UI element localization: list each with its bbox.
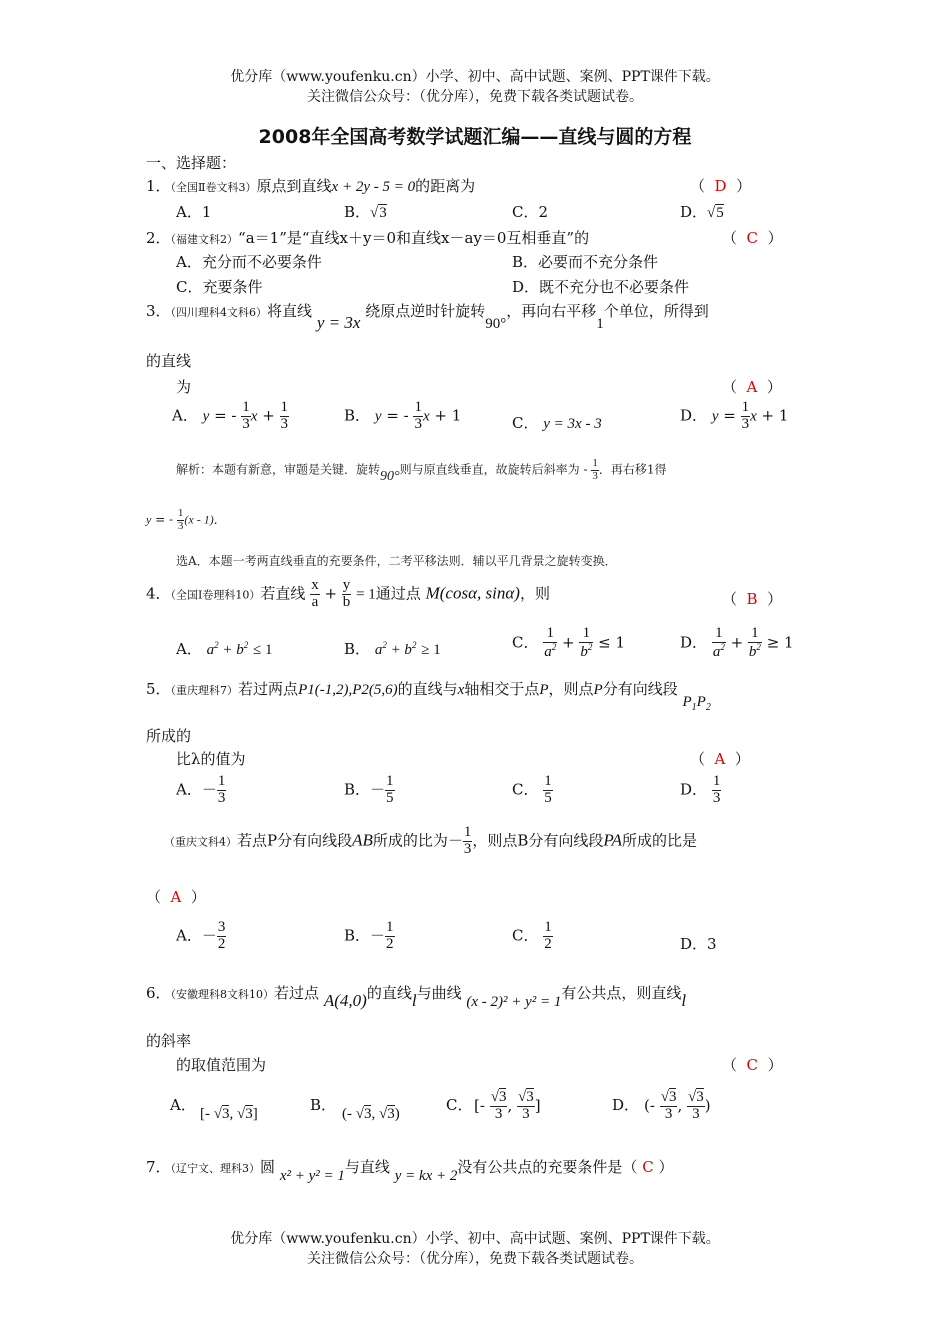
header-line-1: 优分库（www.youfenku.cn）小学、初中、高中试题、案例、PPT课件下载。: [230, 69, 720, 85]
q3-option-d: D． y = $\frac{1}{3}$ x + 1: [680, 399, 789, 432]
q3-option-a: A． y = - $\frac{1}{3}$ x + $\frac{1}{3}$: [172, 399, 289, 432]
question-5: 5．（重庆理科7）若过两点P1(-1,2),P2(5,6)的直线与x轴相交于点P，则点P分有向线段 $P_1P_2$: [146, 680, 711, 713]
q4-option-c: C． $\frac{1}{a^2}$ + $\frac{1}{b^2}$ ≤ 1: [512, 625, 626, 660]
question-7: 7．（辽宁文、理科3）圆 x² + y² = 1与直线 y = kx + 2没有公共点的充要条件是（ C ）: [146, 1158, 674, 1184]
answer-3: （ A ）: [722, 378, 782, 396]
question-1: 1．（全国Ⅱ卷文科3）原点到直线x + 2y - 5 = 0的距离为: [146, 177, 476, 195]
q5b-option-b: B．－ $\frac{1}{2}$: [344, 919, 394, 952]
question-3: 3．（四川理科4文科6）将直线 y = 3x 绕原点逆时针旋转90°，再向右平移1个单位，所得到: [146, 302, 709, 332]
q2-option-a: A．充分而不必要条件: [176, 253, 322, 271]
q5b-option-c: C． $\frac{1}{2}$: [512, 919, 552, 952]
q5b-option-d: D．3: [680, 935, 717, 953]
q5-continued-2: 比λ的值为: [176, 750, 246, 768]
q5-option-b: B．－ $\frac{1}{5}$: [344, 773, 394, 806]
q1-option-d: D．√5: [680, 203, 724, 221]
q1-option-b: B．√3: [344, 203, 387, 221]
q2-option-d: D．既不充分也不必要条件: [512, 278, 690, 296]
q6-option-d-interval: (- $\frac{√3}{3}$ , $\frac{√3}{3}$ ): [644, 1089, 711, 1122]
q5-continued: 所成的: [146, 727, 192, 745]
q3-option-c: C． y = 3x - 3: [512, 414, 602, 432]
answer-2: （ C ）: [722, 229, 783, 247]
answer-4: （ B ）: [722, 590, 783, 608]
question-2: 2．（福建文科2）“a＝1”是“直线x＋y＝0和直线x－ay＝0互相垂直”的: [146, 229, 590, 247]
q1-option-a: A．1: [176, 203, 212, 221]
q5-option-d: D． $\frac{1}{3}$: [680, 773, 721, 806]
question-6: 6．（安徽理科8文科10）若过点 A(4,0)的直线l与曲线 (x - 2)² + y² = 1有公共点，则直线l: [146, 984, 687, 1010]
q3-solution-3: 选A．本题一考两直线垂直的充要条件，二考平移法则．辅以平几背景之旋转变换．: [176, 554, 617, 568]
q6-option-d: D．: [612, 1096, 640, 1114]
footer-line-1: 优分库（www.youfenku.cn）小学、初中、高中试题、案例、PPT课件下载。: [230, 1231, 720, 1247]
q4-option-d: D． $\frac{1}{a^2}$ + $\frac{1}{b^2}$ ≥ 1: [680, 625, 794, 660]
q3-continued: 的直线: [146, 352, 192, 370]
q6-continued: 的斜率: [146, 1032, 192, 1050]
q5-chongqing-wen: （重庆文科4）若点P分有向线段AB所成的比为－ $\frac{1}{3}$ ，则点B分有向线段PA所成的比是: [164, 824, 698, 857]
q6-continued-2: 的取值范围为: [176, 1056, 267, 1074]
q6-option-c: C．: [446, 1096, 473, 1114]
answer-1: （ D ）: [690, 177, 752, 195]
q3-continued-2: 为: [176, 378, 192, 396]
q3-solution-2: y = - $\frac{1}{3}$ (x - 1)．: [146, 507, 226, 532]
q4-option-a: A． $a^2 + b^2 \le 1$: [176, 640, 273, 658]
q6-option-b-interval: (- √3, √3): [342, 1106, 400, 1122]
section-heading: 一、选择题：: [146, 154, 237, 172]
q6-option-a-interval: [- √3, √3]: [200, 1106, 258, 1122]
answer-5: （ A ）: [690, 750, 750, 768]
document-title: 2008年全国高考数学试题汇编——直线与圆的方程: [258, 126, 692, 148]
footer-line-2: 关注微信公众号：（优分库），免费下载各类试题试卷。: [307, 1251, 643, 1267]
q2-option-b: B．必要而不充分条件: [512, 253, 659, 271]
q6-option-b: B．: [310, 1096, 337, 1114]
q4-option-b: B． $a^2 + b^2 \ge 1$: [344, 640, 441, 658]
q6-option-c-interval: [- $\frac{√3}{3}$ , $\frac{√3}{3}$ ]: [474, 1089, 541, 1122]
answer-6: （ C ）: [722, 1056, 783, 1074]
q5-option-c: C． $\frac{1}{5}$: [512, 773, 552, 806]
q2-option-c: C．充要条件: [176, 278, 263, 296]
q3-solution-1: 解析：本题有新意，审题是关键．旋转90°则与原直线垂直，故旋转后斜率为 - $\frac{1}{3}$ ．再右移1得: [176, 457, 667, 484]
header-line-2: 关注微信公众号：（优分库），免费下载各类试题试卷。: [307, 89, 643, 105]
question-4: 4．（全国Ⅰ卷理科10）若直线 $\frac{x}{a}$ + $\frac{y}{b}$ = 1通过点 M(cosα, sinα)，则: [146, 577, 550, 610]
q3-option-b: B． y = - $\frac{1}{3}$ x + 1: [344, 399, 462, 432]
answer-5b: （ A ）: [146, 888, 206, 906]
q1-option-c: C．2: [512, 203, 549, 221]
q6-option-a: A．: [170, 1096, 196, 1114]
q5b-option-a: A．－ $\frac{3}{2}$: [176, 919, 226, 952]
q5-option-a: A．－ $\frac{1}{3}$: [176, 773, 226, 806]
